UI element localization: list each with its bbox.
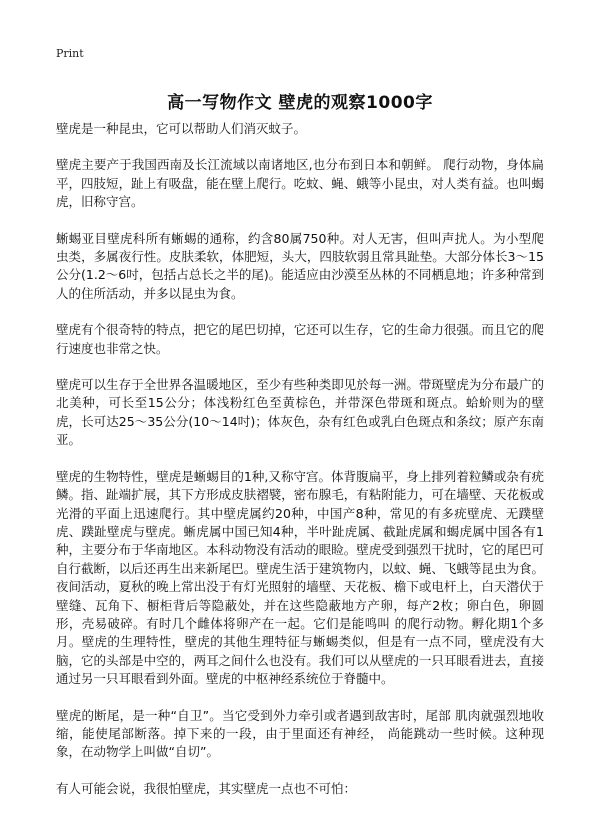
paragraph: 壁虎可以生存于全世界各温暖地区，至少有些种类即见於每一洲。带斑壁虎为分布最广的北美种，可长至15公分；体浅粉红色至黄棕色，并带深色带斑和斑点。蛤蚧则为的壁虎，长可达25～35公分(10～14吋)；体灰色，杂有红色或乳白色斑点和条纹；原产东南亚。 [56,377,544,448]
paragraph: 蜥蜴亚目壁虎科所有蜥蜴的通称，约含80属750种。对人无害，但叫声扰人。为小型爬虫类，多属夜行性。皮肤柔软，体肥短，头大，四肢软弱且常具趾垫。大部分体长3～15公分(1.2～6吋，包括占总长之半的尾)。能适应由沙漠至丛林的不同栖息地；许多种常到人的住所活动，并多以昆虫为食。 [56,230,544,301]
paragraph: 壁虎有个很奇特的特点，把它的尾巴切掉，它还可以生存，它的生命力很强。而且它的爬行速度也非常之快。 [56,322,544,356]
paragraph: 壁虎主要产于我国西南及长江流域以南诸地区,也分布到日本和朝鲜。 爬行动物，身体扁平，四肢短，趾上有吸盘，能在壁上爬行。吃蚊、蝇、蛾等小昆虫，对人类有益。也叫蝎虎，旧称守宫。 [56,157,544,210]
print-link[interactable]: Print [56,47,84,60]
paragraph: 壁虎的断尾，是一种“自卫”。当它受到外力牵引或者遇到敌害时，尾部 肌肉就强烈地收缩，能使尾部断落。掉下来的一段，由于里面还有神经， 尚能跳动一些时候。这种现象，在动物学上叫做“自切”。 [56,707,544,760]
paragraph: 有人可能会说，我很怕壁虎，其实壁虎一点也不可怕： [56,780,357,796]
paragraph: 壁虎是一种昆虫，它可以帮助人们消灭蚊子。 [56,121,307,136]
paragraph: 壁虎的生物特性，壁虎是蜥蜴目的1种,又称守宫。体背腹扁平，身上排列着粒鳞或杂有疣鳞。指、趾端扩展，其下方形成皮肤褶襞，密布腺毛，有粘附能力，可在墙壁、天花板或光滑的平面上迅速爬行。其中壁虎属约20种，中国产8种，常见的有多疣壁虎、无蹼壁虎、蹼趾壁虎与壁虎。蜥虎属中国已知4种，半叶趾虎属、截趾虎属和蝎虎属中国各有1种，主要分布于华南地区。本科动物没有活动的眼睑。壁虎受到强烈干扰时，它的尾巴可自行截断，以后还再生出来新尾巴。壁虎生活于建筑物内，以蚊、蝇、飞蛾等昆虫为食。夜间活动，夏秋的晚上常出没于有灯光照射的墙壁、天花板、檐下或电杆上，白天潜伏于壁缝、瓦角下、橱柜背后等隐蔽处，并在这些隐蔽地方产卵，每产2枚；卵白色，卵圆形，壳易破碎。有时几个雌体将卵产在一起。它们是能鸣叫 的爬行动物。孵化期1个多月。壁虎的生理特性，壁虎的其他生理特征与蜥蜴类似，但是有一点不同，壁虎没有大脑，它的头部是中空的，两耳之间什么也没有。我们可以从壁虎的一只耳眼看进去，直接通过另一只耳眼看到外面。壁虎的中枢神经系统位于脊髓中。 [56,468,544,687]
article-title: 高一写物作文 壁虎的观察1000字 [167,93,433,114]
article-body [56,120,544,816]
